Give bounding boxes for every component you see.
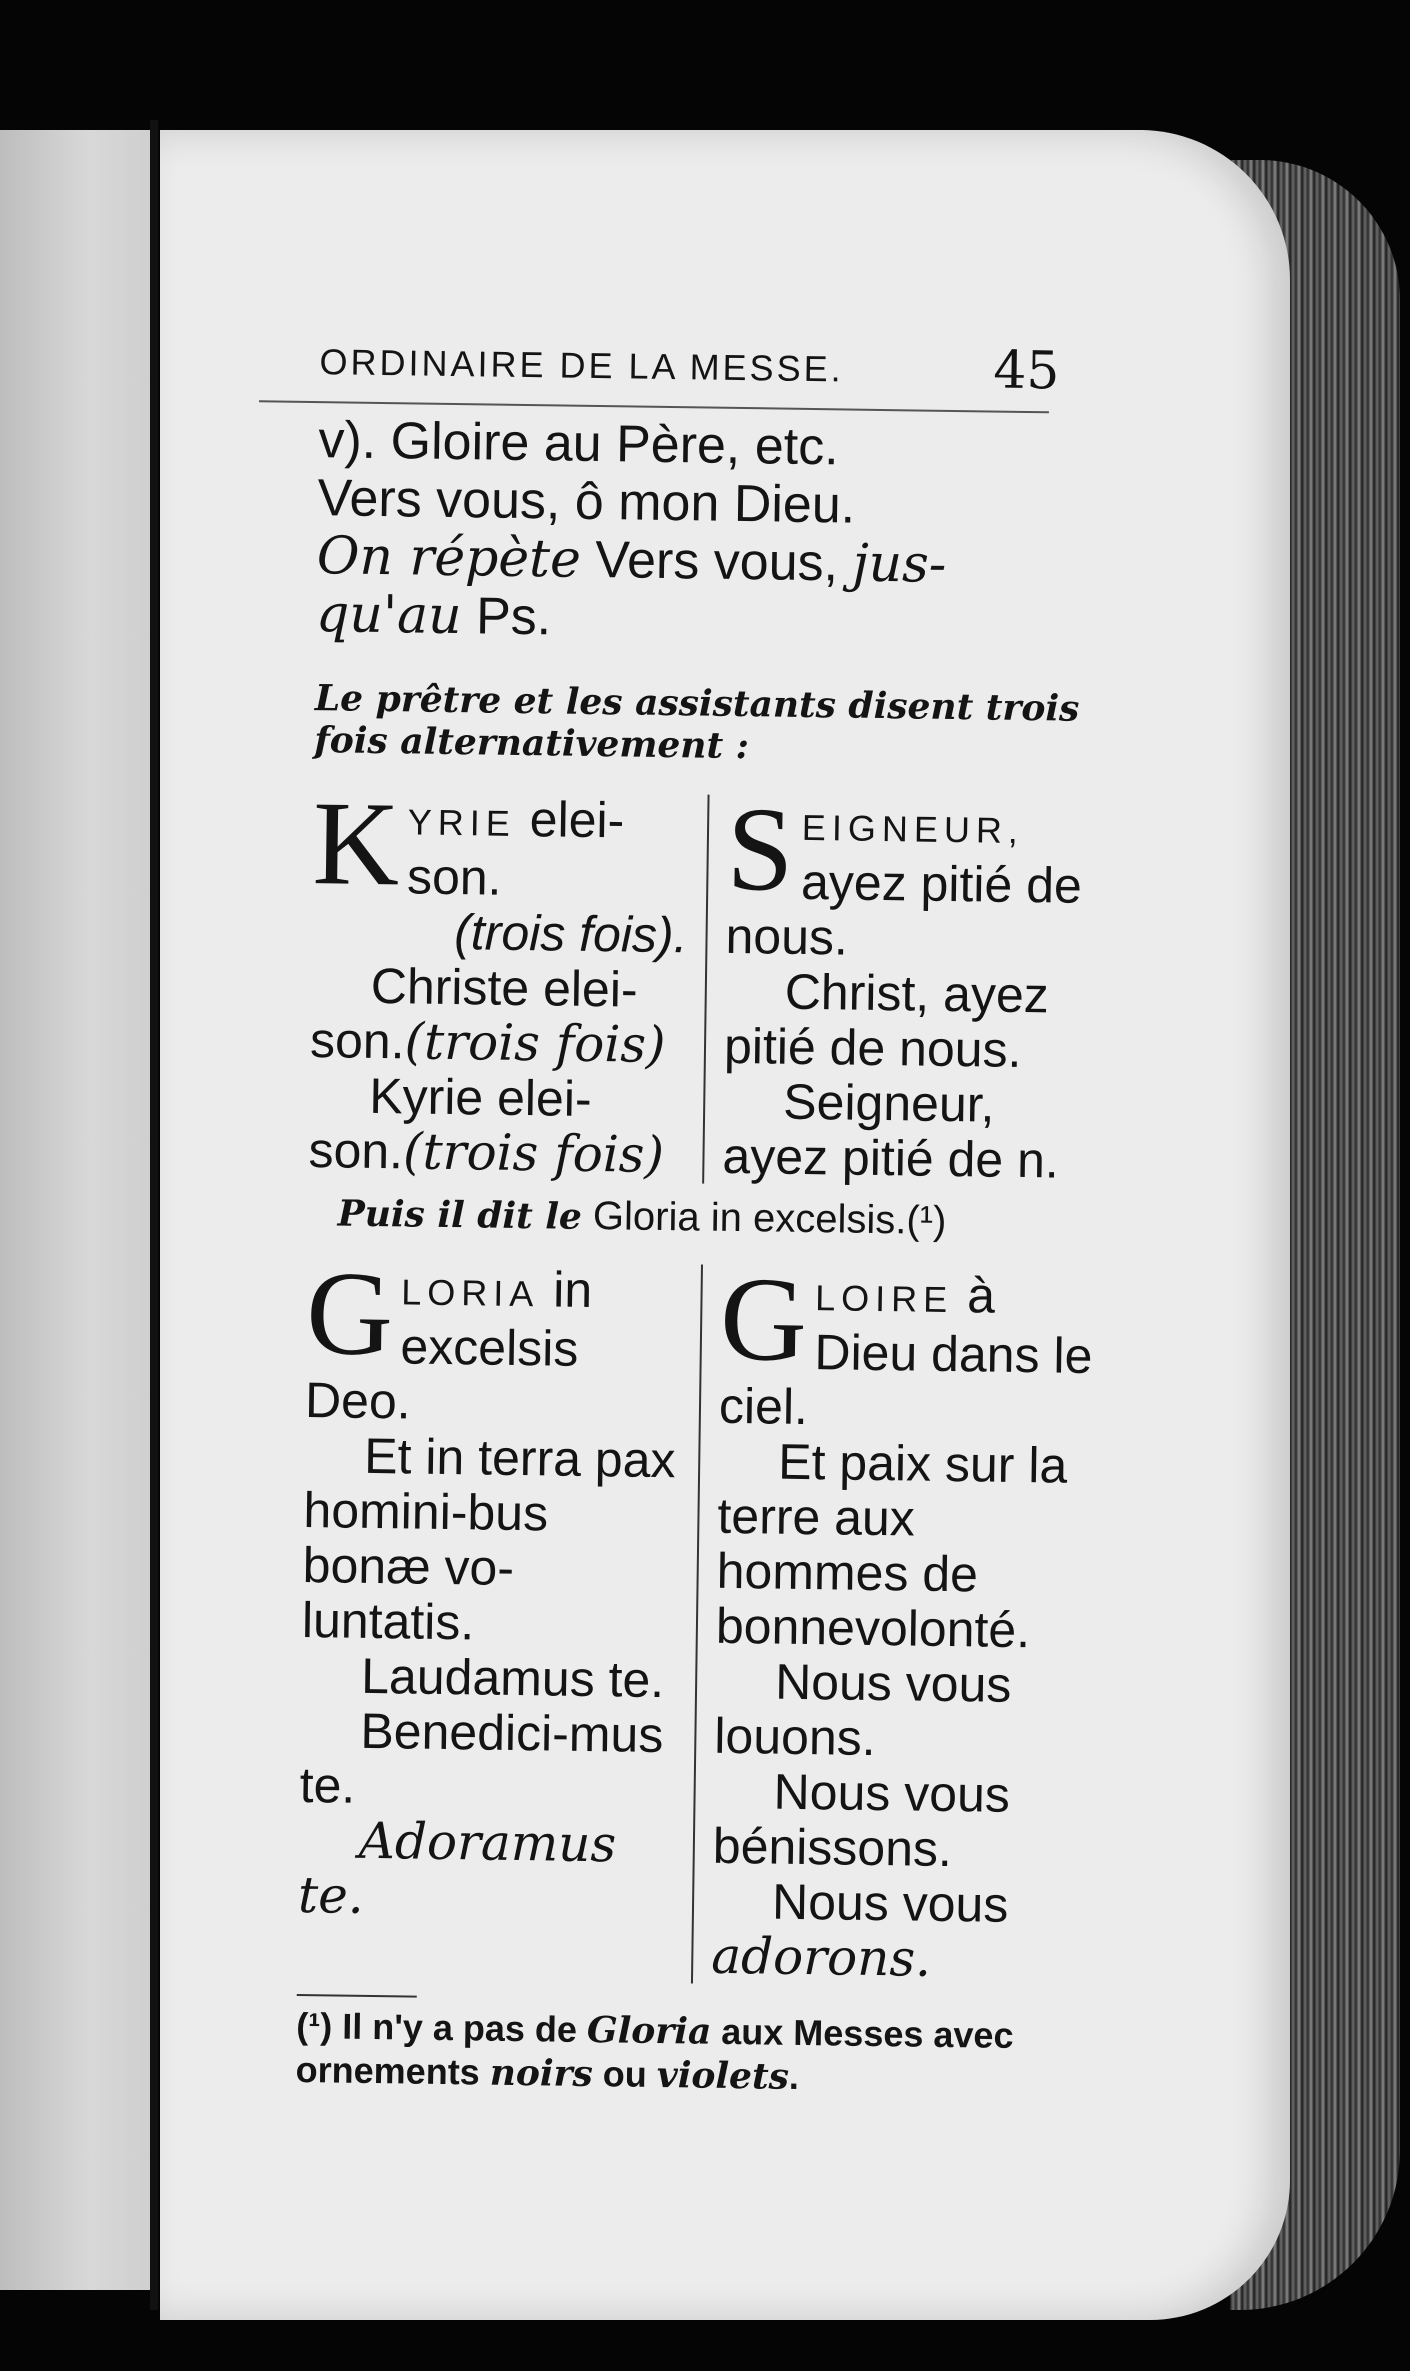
intro-text: Vers vous,	[580, 530, 853, 593]
rubric-kyrie: Le prêtre et les assistants disent trois fois alternativement :	[313, 677, 1080, 768]
rubric-gloria	[337, 1190, 1058, 1245]
fn-c: aux Messes avec ornements	[295, 2010, 1014, 2093]
kyrie-sc: YRIE	[407, 801, 517, 844]
fn-g: .	[788, 2055, 800, 2097]
kyrie-latin-2	[310, 958, 687, 1073]
gloria-latin-1	[304, 1246, 683, 1433]
kyrie-note-3: (trois fois)	[402, 1122, 665, 1184]
page-number: 45	[992, 340, 1060, 402]
gloria-latin	[297, 1246, 703, 1983]
page-content	[215, 330, 1259, 2105]
kyrie-columns	[308, 776, 1103, 1189]
seigneur-sc: EIGNEUR,	[801, 806, 1025, 851]
gloria-french	[693, 1251, 1097, 1989]
kyrie-text-3: Kyrie elei-son.	[308, 1067, 592, 1180]
gloria-french-1	[718, 1251, 1097, 1439]
gloire-sc: LOIRE	[814, 1277, 954, 1321]
kyrie-french-2: Christ, ayez pitié de nous.	[723, 963, 1050, 1078]
gloria-latin-5: Adoramus te.	[297, 1811, 617, 1925]
intro-italic-2: jus-	[852, 533, 947, 595]
fn-f: violets	[656, 2053, 790, 2098]
gloria-text: in excelsis Deo.	[304, 1261, 593, 1430]
kyrie-note-2: (trois fois)	[404, 1012, 666, 1075]
intro-italic: On répète	[316, 526, 582, 590]
kyrie-french	[704, 781, 1103, 1189]
gloria-latin-4: Benedici-mus te.	[299, 1702, 664, 1814]
intro-line-1: v). Gloire au Père, etc.	[318, 411, 840, 477]
drop-cap-g-2: G	[719, 1251, 808, 1387]
gloria-sc: LORIA	[400, 1271, 540, 1315]
book-gutter	[150, 120, 158, 2310]
drop-cap-k: K	[311, 776, 401, 911]
gloria-french-3: Nous vous louons.	[714, 1653, 1012, 1767]
intro-line-4	[316, 585, 1057, 653]
seigneur-text: ayez pitié de nous.	[725, 853, 1083, 966]
gloria-latin-2: Et in terra pax homini-bus bonæ vo-luntatis.	[301, 1427, 676, 1651]
gloria-french-5b: adorons.	[710, 1926, 932, 1988]
kyrie-latin-1	[311, 776, 690, 911]
fn-a: (¹) Il n'y a pas de	[296, 2004, 588, 2051]
book-page	[160, 130, 1290, 2320]
rubric-gloria-italic: Puis il dit le	[337, 1192, 583, 1238]
fn-e: ou	[592, 2053, 658, 2095]
kyrie-french-1	[725, 781, 1103, 969]
intro-italic-3: qu'au	[315, 584, 463, 647]
gloria-columns	[297, 1246, 1097, 1989]
intro-lines	[316, 411, 1059, 653]
kyrie-text: elei-son.	[406, 790, 625, 906]
gloire-text: à Dieu dans le ciel.	[718, 1267, 1093, 1436]
kyrie-latin-3	[308, 1068, 685, 1183]
gloria-latin-3: Laudamus te.	[360, 1647, 665, 1709]
fn-d: noirs	[489, 2051, 594, 2096]
running-header	[259, 330, 1060, 413]
footnote	[295, 2004, 1086, 2103]
intro-text-2: Ps.	[461, 587, 552, 647]
drop-cap-s: S	[725, 781, 795, 916]
header-title: ORDINAIRE DE LA MESSE.	[319, 341, 844, 390]
footnote-rule	[297, 1994, 417, 1998]
gloria-french-5a: Nous vous	[771, 1873, 1009, 1933]
gloria-french-4: Nous vous bénissons.	[712, 1763, 1011, 1878]
drop-cap-g: G	[305, 1246, 394, 1381]
kyrie-french-3: Seigneur, ayez pitié de n.	[722, 1073, 1060, 1189]
christe-text: Christe elei-son.	[309, 957, 638, 1070]
gloria-french-5	[711, 1874, 1088, 1989]
rubric-gloria-text: Gloria in excelsis.(¹)	[581, 1193, 947, 1243]
kyrie-note-1: (trois fois).	[453, 904, 688, 964]
kyrie-latin	[308, 776, 709, 1184]
gloria-french-2: Et paix sur la terre aux hommes de bonnevolonté.	[715, 1433, 1068, 1659]
fn-b: Gloria	[586, 2009, 712, 2053]
adjacent-page	[0, 130, 150, 2290]
intro-line-2: Vers vous, ô mon Dieu.	[317, 469, 856, 535]
